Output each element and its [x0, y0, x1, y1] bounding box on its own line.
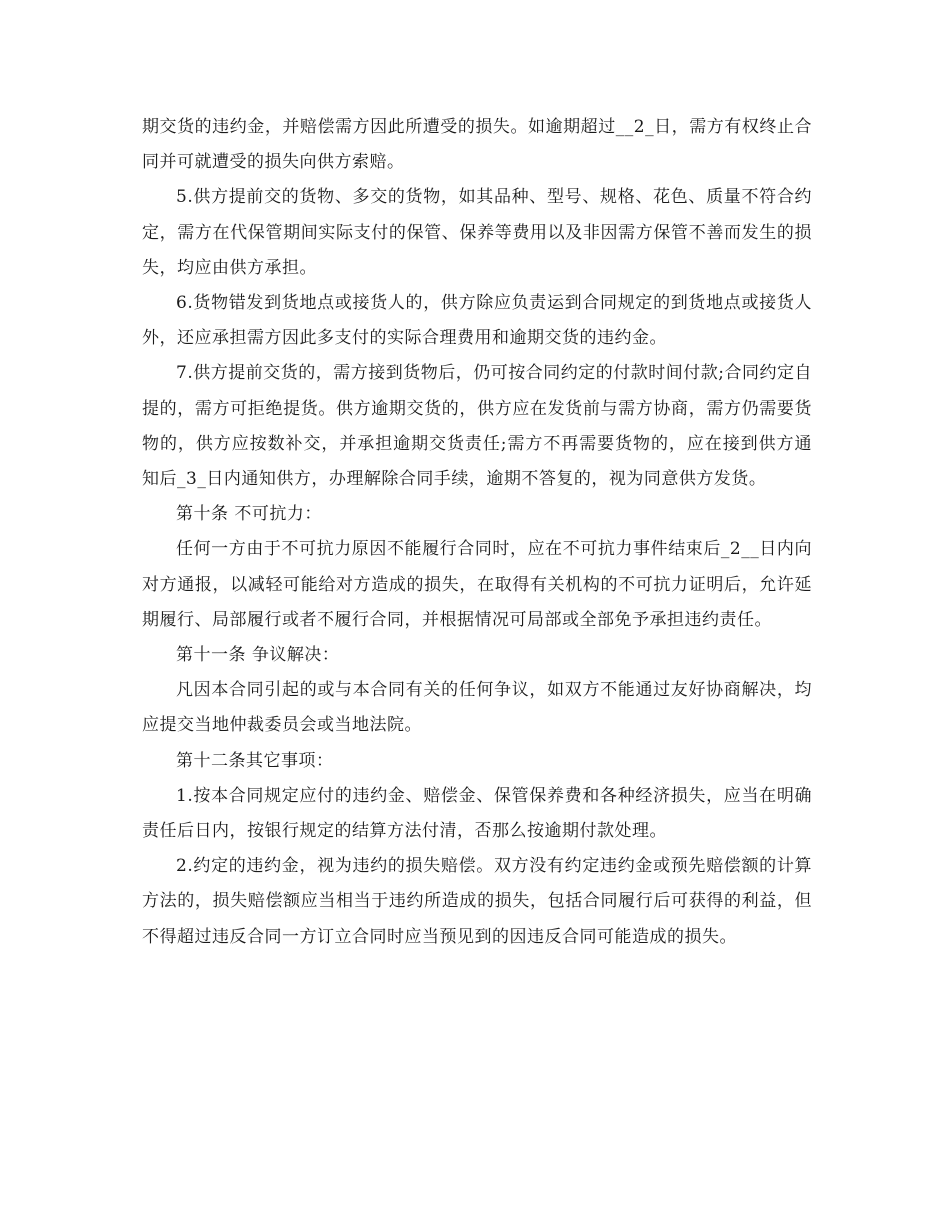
section-heading-article-12: 第十二条其它事项：	[176, 750, 334, 771]
paragraph-dispute-resolution: 凡因本合同引起的或与本合同有关的任何争议，如双方不能通过友好协商解决，均应提交当地仲裁委员会或当地法院。	[142, 680, 812, 736]
paragraph-continuation: 期交货的违约金，并赔偿需方因此所遭受的损失。如逾期超过__2_日，需方有权终止合同并可就遭受的损失向供方索赔。	[142, 117, 812, 173]
section-heading-article-11: 第十一条 争议解决：	[176, 645, 340, 666]
section-heading-article-10: 第十条 不可抗力：	[176, 504, 322, 525]
paragraph-item-7: 7.供方提前交货的，需方接到货物后，仍可按合同约定的付款时间付款;合同约定自提的，需方可拒绝提货。供方逾期交货的，供方应在发货前与需方协商，需方仍需要货物的，供方应按数补交，并承担逾期交货责任;需方不再需要货物的，应在接到供方通知后_3_日内通知供方，办理解除合同手续，逾期不答复的，视为同意供方发货。	[142, 363, 812, 490]
paragraph-other-item-2: 2.约定的违约金，视为违约的损失赔偿。双方没有约定违约金或预先赔偿额的计算方法的，损失赔偿额应当相当于违约所造成的损失，包括合同履行后可获得的利益，但不得超过违反合同一方订立合同时应当预见到的因违反合同可能造成的损失。	[142, 856, 812, 947]
paragraph-other-item-1: 1.按本合同规定应付的违约金、赔偿金、保管保养费和各种经济损失，应当在明确责任后日内，按银行规定的结算方法付清，否那么按逾期付款处理。	[142, 785, 812, 842]
paragraph-force-majeure: 任何一方由于不可抗力原因不能履行合同时，应在不可抗力事件结束后_2__日内向对方通报，以减轻可能给对方造成的损失，在取得有关机构的不可抗力证明后，允许延期履行、局部履行或者不履行合同，并根据情况可局部或全部免予承担违约责任。	[142, 539, 812, 630]
paragraph-item-6: 6.货物错发到货地点或接货人的，供方除应负责运到合同规定的到货地点或接货人外，还应承担需方因此多支付的实际合理费用和逾期交货的违约金。	[142, 293, 812, 349]
document-page	[142, 110, 812, 955]
paragraph-item-5: 5.供方提前交的货物、多交的货物，如其品种、型号、规格、花色、质量不符合约定，需方在代保管期间实际支付的保管、保养等费用以及非因需方保管不善而发生的损失，均应由供方承担。	[142, 187, 812, 278]
